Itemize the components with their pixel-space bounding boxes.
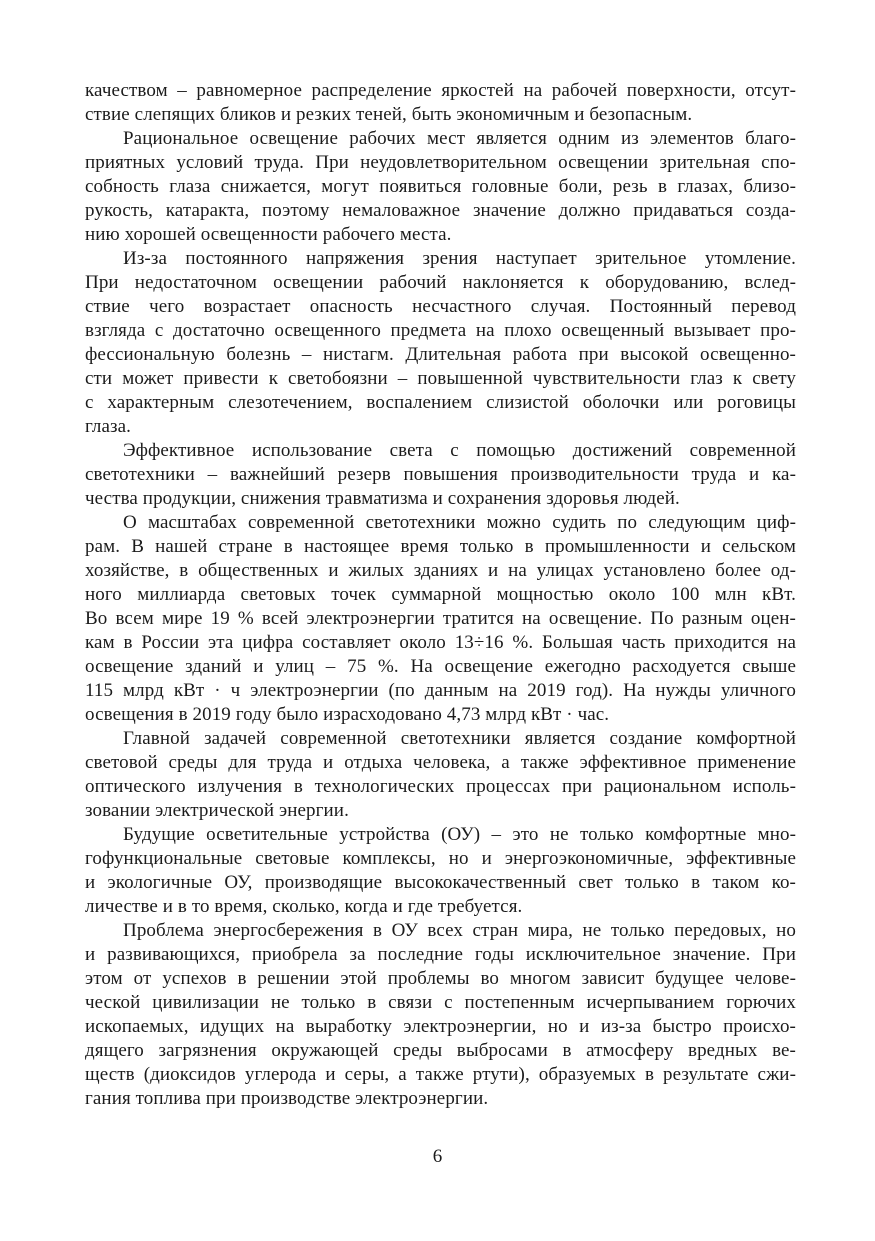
text-line: приятных условий труда. При неудовлетворительном освещении зрительная спо-	[85, 152, 796, 173]
text-line: дящего загрязнения окружающей среды выбросами в атмосферу вредных ве-	[85, 1040, 796, 1061]
text-line: оптического излучения в технологических процессах при рациональном исполь-	[85, 776, 796, 797]
text-line: зовании электрической энергии.	[85, 800, 349, 821]
text-line: Главной задачей современной светотехники является создание комфортной	[123, 728, 796, 749]
text-line: личестве и в то время, сколько, когда и где требуется.	[85, 896, 523, 917]
text-line: При недостаточном освещении рабочий наклоняется к оборудованию, вслед-	[85, 272, 796, 293]
text-line: и экологичные ОУ, производящие высококачественный свет только в таком ко-	[85, 872, 796, 893]
text-line: Эффективное использование света с помощью достижений современной	[123, 440, 796, 461]
text-line: с характерным слезотечением, воспалением слизистой оболочки или роговицы	[85, 392, 796, 413]
text-line: Рациональное освещение рабочих мест является одним из элементов благо-	[123, 128, 796, 149]
text-line: нию хорошей освещенности рабочего места.	[85, 224, 452, 245]
text-line: кам в России эта цифра составляет около 13÷16 %. Большая часть приходится на	[85, 632, 796, 653]
text-line: взгляда с достаточно освещенного предмета на плохо освещенный вызывает про-	[85, 320, 796, 341]
paragraph	[85, 439, 796, 511]
text-line: Из-за постоянного напряжения зрения наступает зрительное утомление.	[123, 248, 796, 269]
text-line: хозяйстве, в общественных и жилых зданиях и на улицах установлено более од-	[85, 560, 796, 581]
page-number: 6	[432, 1146, 443, 1167]
page-footer	[0, 1146, 875, 1168]
text-line: рукость, катаракта, поэтому немаловажное значение должно придаваться созда-	[85, 200, 796, 221]
text-line: этом от успехов в решении этой проблемы во многом зависит будущее челове-	[85, 968, 796, 989]
text-line: чества продукции, снижения травматизма и сохранения здоровья людей.	[85, 488, 680, 509]
text-line: рам. В нашей стране в настоящее время только в промышленности и сельском	[85, 536, 796, 557]
text-line: глаза.	[85, 416, 132, 437]
text-line: освещения в 2019 году было израсходовано 4,73 млрд кВт · час.	[85, 704, 610, 725]
paragraph	[85, 823, 796, 919]
paragraph	[85, 919, 796, 1111]
paragraph	[85, 79, 796, 127]
text-line: 115 млрд кВт · ч электроэнергии (по данным на 2019 год). На нужды уличного	[85, 680, 796, 701]
text-line: Во всем мире 19 % всей электроэнергии тратится на освещение. По разным оцен-	[85, 608, 796, 629]
text-line: и развивающихся, приобрела за последние годы исключительное значение. При	[85, 944, 796, 965]
text-line: ществ (диоксидов углерода и серы, а также ртути), образуемых в результате сжи-	[85, 1064, 796, 1085]
text-line: качеством – равномерное распределение яркостей на рабочей поверхности, отсут-	[85, 80, 796, 101]
text-line: фессиональную болезнь – нистагм. Длительная работа при высокой освещенно-	[85, 344, 796, 365]
paragraph	[85, 247, 796, 439]
text-line: светотехники – важнейший резерв повышения производительности труда и ка-	[85, 464, 796, 485]
text-line: собность глаза снижается, могут появиться головные боли, резь в глазах, близо-	[85, 176, 796, 197]
text-line: ного миллиарда световых точек суммарной мощностью около 100 млн кВт.	[85, 584, 796, 605]
text-line: гания топлива при производстве электроэнергии.	[85, 1088, 489, 1109]
paragraph	[85, 127, 796, 247]
text-line: Будущие осветительные устройства (ОУ) – это не только комфортные мно-	[123, 824, 796, 845]
paragraph	[85, 511, 796, 727]
text-line: сти может привести к светобоязни – повышенной чувствительности глаз к свету	[85, 368, 796, 389]
text-line: ствие чего возрастает опасность несчастного случая. Постоянный перевод	[85, 296, 796, 317]
text-line: ческой цивилизации не только в связи с постепенным исчерпыванием горючих	[85, 992, 796, 1013]
text-line: световой среды для труда и отдыха человека, а также эффективное применение	[85, 752, 796, 773]
text-line: освещение зданий и улиц – 75 %. На освещение ежегодно расходуется свыше	[85, 656, 796, 677]
page-text	[85, 79, 796, 1111]
paragraph	[85, 727, 796, 823]
text-line: Проблема энергосбережения в ОУ всех стран мира, не только передовых, но	[123, 920, 796, 941]
text-line: ископаемых, идущих на выработку электроэнергии, но и из-за быстро происхо-	[85, 1016, 796, 1037]
text-line: ствие слепящих бликов и резких теней, быть экономичным и безопасным.	[85, 104, 693, 125]
text-line: О масштабах современной светотехники можно судить по следующим циф-	[123, 512, 796, 533]
text-line: гофункциональные световые комплексы, но и энергоэкономичные, эффективные	[85, 848, 796, 869]
